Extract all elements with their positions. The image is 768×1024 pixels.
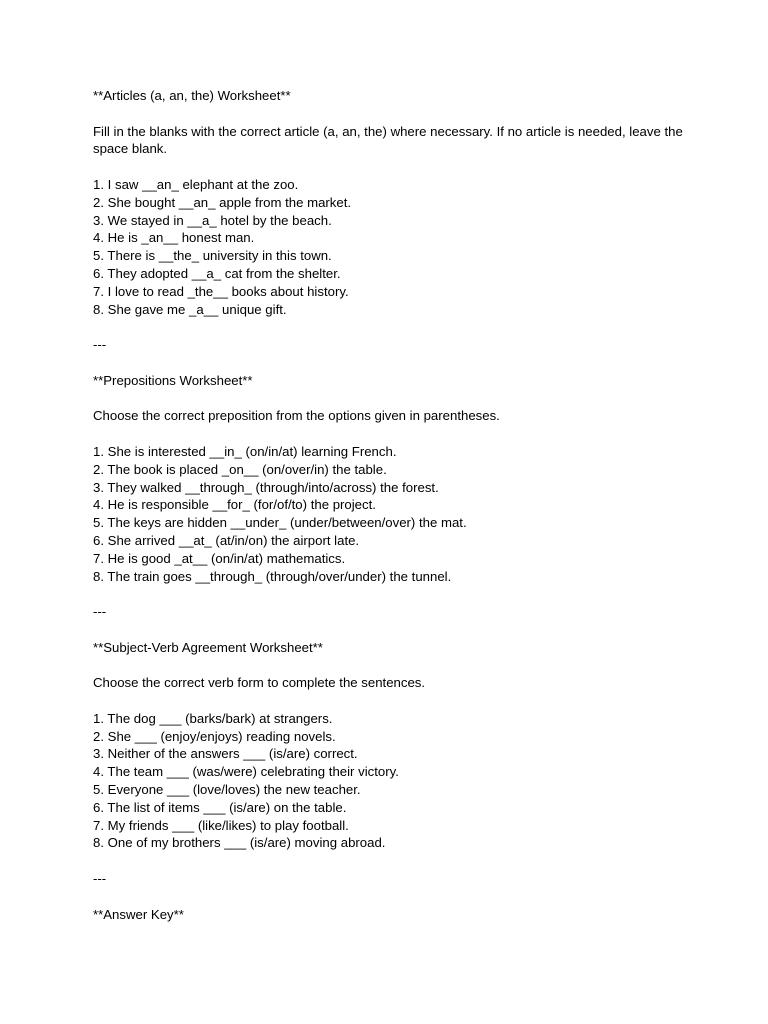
section-separator: --- [93, 871, 107, 887]
spacer [93, 354, 693, 372]
section-title-prepositions: **Prepositions Worksheet** [93, 372, 253, 388]
list-item: 1. The dog ___ (barks/bark) at strangers. [93, 710, 333, 726]
spacer [93, 158, 693, 176]
spacer [93, 390, 693, 408]
spacer [93, 852, 693, 870]
section-separator: --- [93, 337, 107, 353]
list-item: 1. She is interested __in_ (on/in/at) learning French. [93, 443, 397, 459]
spacer [93, 585, 693, 603]
spacer [93, 657, 693, 675]
section-title-subject-verb: **Subject-Verb Agreement Worksheet** [93, 639, 323, 655]
section-separator: --- [93, 604, 107, 620]
list-item: 4. He is _an__ honest man. [93, 230, 255, 246]
list-item: 5. There is __the_ university in this town. [93, 248, 332, 264]
spacer [93, 621, 693, 639]
list-item: 2. She bought __an_ apple from the market. [93, 194, 352, 210]
list-item: 3. Neither of the answers ___ (is/are) correct. [93, 746, 358, 762]
question-list-articles [93, 176, 693, 318]
list-item: 3. They walked __through_ (through/into/across) the forest. [93, 479, 439, 495]
list-item: 2. The book is placed _on__ (on/over/in) the table. [93, 461, 387, 477]
section-instructions-prepositions: Choose the correct preposition from the options given in parentheses. [93, 408, 500, 424]
list-item: 5. Everyone ___ (love/loves) the new teacher. [93, 782, 361, 798]
worksheet-document [93, 87, 693, 923]
question-list-prepositions [93, 443, 693, 585]
list-item: 8. She gave me _a__ unique gift. [93, 301, 287, 317]
list-item: 3. We stayed in __a_ hotel by the beach. [93, 212, 332, 228]
list-item: 7. My friends ___ (like/likes) to play football. [93, 817, 349, 833]
list-item: 8. The train goes __through_ (through/over/under) the tunnel. [93, 568, 452, 584]
spacer [93, 888, 693, 906]
list-item: 5. The keys are hidden __under_ (under/between/over) the mat. [93, 515, 467, 531]
list-item: 7. I love to read _the__ books about history. [93, 283, 349, 299]
spacer [93, 318, 693, 336]
spacer [93, 425, 693, 443]
list-item: 8. One of my brothers ___ (is/are) moving abroad. [93, 835, 386, 851]
answer-key-title: **Answer Key** [93, 906, 184, 922]
spacer [93, 105, 693, 123]
list-item: 6. They adopted __a_ cat from the shelter. [93, 265, 341, 281]
list-item: 2. She ___ (enjoy/enjoys) reading novels. [93, 728, 336, 744]
list-item: 4. He is responsible __for_ (for/of/to) the project. [93, 497, 376, 513]
list-item: 6. The list of items ___ (is/are) on the table. [93, 799, 347, 815]
list-item: 4. The team ___ (was/were) celebrating their victory. [93, 764, 399, 780]
spacer [93, 692, 693, 710]
list-item: 6. She arrived __at_ (at/in/on) the airport late. [93, 532, 360, 548]
list-item: 1. I saw __an_ elephant at the zoo. [93, 176, 299, 192]
section-instructions-subject-verb: Choose the correct verb form to complete the sentences. [93, 675, 426, 691]
question-list-subject-verb [93, 710, 693, 852]
section-instructions-articles: Fill in the blanks with the correct article (a, an, the) where necessary. If no article is needed, leave the space blank. [93, 123, 687, 157]
list-item: 7. He is good _at__ (on/in/at) mathematics. [93, 550, 346, 566]
section-title-articles: **Articles (a, an, the) Worksheet** [93, 88, 291, 103]
